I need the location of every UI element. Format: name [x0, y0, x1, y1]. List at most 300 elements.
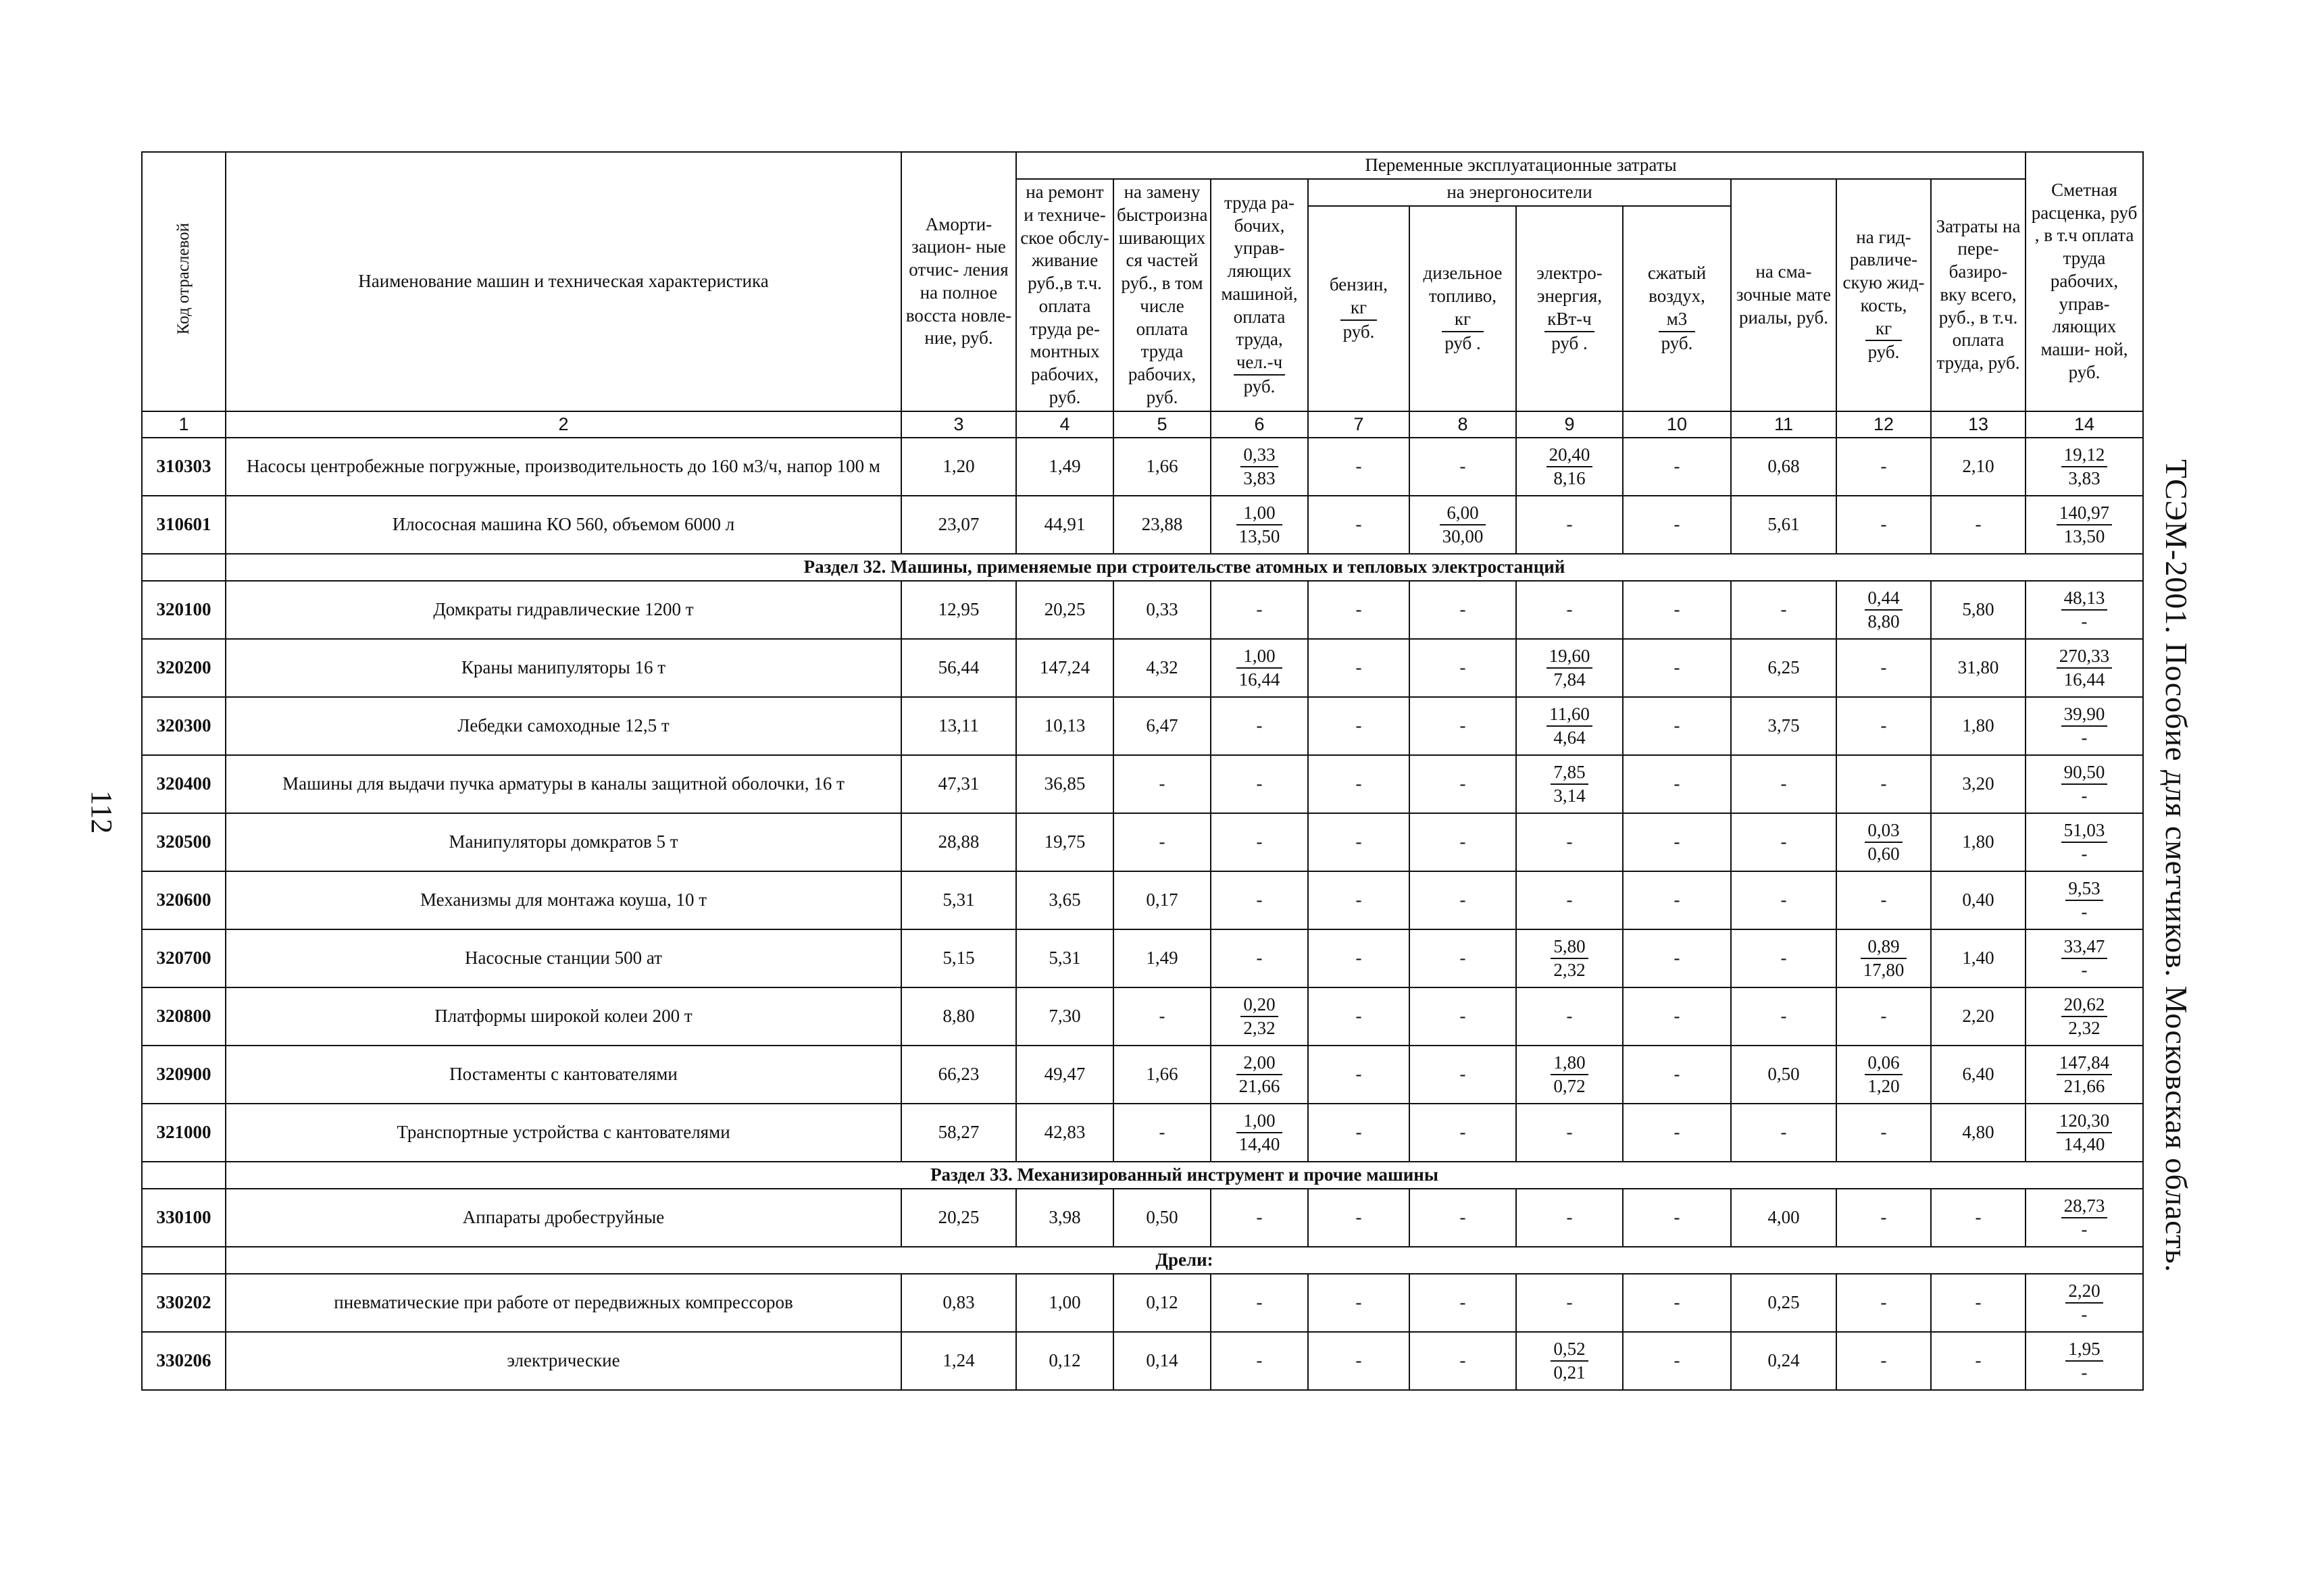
value-numerator: 90,50 — [2061, 761, 2108, 786]
value-col-5: 0,12 — [1113, 1274, 1211, 1332]
value-col-4: 1,49 — [1016, 438, 1113, 496]
machine-code: 330100 — [142, 1189, 226, 1247]
machine-code: 330206 — [142, 1332, 226, 1390]
value-col-3: 28,88 — [901, 813, 1016, 871]
value-col-13: - — [1931, 1332, 2026, 1390]
value-denominator: 3,83 — [2068, 468, 2101, 489]
value-col-7: - — [1308, 1332, 1409, 1390]
value-col-6: - — [1211, 755, 1308, 813]
value-col-9 — [1516, 697, 1623, 755]
value-numerator: 0,06 — [1865, 1052, 1902, 1076]
value-col-5: 0,17 — [1113, 871, 1211, 929]
value-denominator: 13,50 — [1238, 526, 1280, 547]
value-col-12: - — [1836, 1189, 1931, 1247]
value-col-14 — [2026, 1046, 2143, 1104]
value-col-11: 0,50 — [1731, 1046, 1836, 1104]
value-col-10: - — [1623, 1046, 1731, 1104]
table-row — [142, 438, 2143, 496]
value-col-13: - — [1931, 1189, 2026, 1247]
value-col-8: - — [1409, 438, 1516, 496]
value-col-3: 0,83 — [901, 1274, 1016, 1332]
value-denominator: - — [2081, 1304, 2088, 1325]
empty-code-cell — [142, 554, 226, 581]
column-number: 11 — [1731, 411, 1836, 438]
value-col-11: 4,00 — [1731, 1189, 1836, 1247]
value-numerator: 7,85 — [1551, 761, 1588, 786]
value-col-8: - — [1409, 987, 1516, 1046]
value-numerator: 120,30 — [2057, 1110, 2112, 1134]
value-col-4: 20,25 — [1016, 581, 1113, 639]
value-col-4: 36,85 — [1016, 755, 1113, 813]
value-col-10: - — [1623, 987, 1731, 1046]
value-col-6: - — [1211, 871, 1308, 929]
value-col-12: - — [1836, 496, 1931, 554]
value-col-7: - — [1308, 813, 1409, 871]
value-col-6: - — [1211, 929, 1308, 987]
machine-name: Машины для выдачи пучка арматуры в каналы защитной оболочки, 16 т — [226, 755, 901, 813]
value-col-13: 4,80 — [1931, 1104, 2026, 1162]
header-amortization: Аморти- зацион- ные отчис- ления на полное восста новле- ние, руб. — [901, 152, 1016, 411]
value-col-3: 47,31 — [901, 755, 1016, 813]
page-side-title: ТСЭМ-2001. Пособие для сметчиков. Московская область. — [2159, 459, 2194, 1273]
value-denominator: - — [2081, 786, 2088, 806]
value-numerator: 140,97 — [2057, 502, 2112, 526]
value-col-10: - — [1623, 871, 1731, 929]
value-col-14 — [2026, 581, 2143, 639]
value-col-11: 5,61 — [1731, 496, 1836, 554]
value-col-11: 0,24 — [1731, 1332, 1836, 1390]
subsection-title: Дрели: — [226, 1247, 2143, 1274]
value-col-12: - — [1836, 755, 1931, 813]
value-col-5: 0,50 — [1113, 1189, 1211, 1247]
value-denominator: 2,32 — [1553, 960, 1586, 981]
value-denominator: 0,72 — [1553, 1076, 1586, 1097]
value-col-4: 0,12 — [1016, 1332, 1113, 1390]
value-numerator: 1,80 — [1551, 1052, 1588, 1076]
value-col-10: - — [1623, 639, 1731, 697]
machine-name: Аппараты дробеструйные — [226, 1189, 901, 1247]
machine-code: 320300 — [142, 697, 226, 755]
value-col-7: - — [1308, 496, 1409, 554]
value-col-10: - — [1623, 1189, 1731, 1247]
value-denominator: 16,44 — [1238, 669, 1280, 690]
value-col-6: - — [1211, 1189, 1308, 1247]
value-col-10: - — [1623, 813, 1731, 871]
value-col-3: 56,44 — [901, 639, 1016, 697]
value-col-13: 2,20 — [1931, 987, 2026, 1046]
value-col-7: - — [1308, 1104, 1409, 1162]
value-col-10: - — [1623, 755, 1731, 813]
table-row — [142, 871, 2143, 929]
value-denominator: 4,64 — [1553, 727, 1586, 748]
value-denominator: 7,84 — [1553, 669, 1586, 690]
machine-code: 320700 — [142, 929, 226, 987]
value-col-7: - — [1308, 581, 1409, 639]
value-col-4: 42,83 — [1016, 1104, 1113, 1162]
value-col-6: - — [1211, 813, 1308, 871]
value-col-6 — [1211, 438, 1308, 496]
value-col-5: 1,66 — [1113, 1046, 1211, 1104]
value-col-12 — [1836, 813, 1931, 871]
value-col-4: 1,00 — [1016, 1274, 1113, 1332]
header-hydraulic-fluid: на гид- равличе- скую жид- кость, $\frac{кг}{\text{руб.}}$ — [1836, 179, 1931, 411]
value-col-12: - — [1836, 871, 1931, 929]
value-numerator: 5,80 — [1551, 935, 1588, 960]
value-col-6 — [1211, 1104, 1308, 1162]
value-col-3: 13,11 — [901, 697, 1016, 755]
value-numerator: 48,13 — [2061, 587, 2108, 611]
value-col-13: 1,40 — [1931, 929, 2026, 987]
value-col-14 — [2026, 1274, 2143, 1332]
table-row — [142, 1189, 2143, 1247]
value-numerator: 0,33 — [1240, 444, 1278, 468]
value-col-3: 1,24 — [901, 1332, 1016, 1390]
value-numerator: 20,62 — [2061, 994, 2108, 1018]
value-col-7: - — [1308, 755, 1409, 813]
header-relocation: Затраты на пере- базиро- вку всего, руб., в т.ч. оплата труда, руб. — [1931, 179, 2026, 411]
value-numerator: 6,00 — [1440, 502, 1486, 526]
value-numerator: 28,73 — [2061, 1195, 2108, 1219]
header-diesel: дизельное топливо, $\frac{кг}{\text{руб .}}$ — [1409, 206, 1516, 411]
value-denominator: 2,32 — [2068, 1018, 2101, 1039]
value-col-4: 7,30 — [1016, 987, 1113, 1046]
value-col-10: - — [1623, 929, 1731, 987]
value-col-10: - — [1623, 1274, 1731, 1332]
value-numerator: 0,03 — [1865, 819, 1902, 844]
machine-name: электрические — [226, 1332, 901, 1390]
value-col-7: - — [1308, 1189, 1409, 1247]
value-col-8: - — [1409, 581, 1516, 639]
value-col-9 — [1516, 929, 1623, 987]
value-col-12: - — [1836, 438, 1931, 496]
subsection-row — [142, 1247, 2143, 1274]
empty-code-cell — [142, 1247, 226, 1274]
header-parts: на замену быстроизна шивающих ся частей руб., в том числе оплата труда рабочих, руб. — [1113, 179, 1211, 411]
value-col-6 — [1211, 1046, 1308, 1104]
value-col-5: 0,14 — [1113, 1332, 1211, 1390]
value-col-11: - — [1731, 987, 1836, 1046]
value-col-3: 66,23 — [901, 1046, 1016, 1104]
column-number: 7 — [1308, 411, 1409, 438]
value-col-14 — [2026, 639, 2143, 697]
value-col-3: 58,27 — [901, 1104, 1016, 1162]
machine-name: пневматические при работе от передвижных компрессоров — [226, 1274, 901, 1332]
machine-name: Домкраты гидравлические 1200 т — [226, 581, 901, 639]
value-col-14 — [2026, 438, 2143, 496]
value-col-9 — [1516, 1046, 1623, 1104]
value-col-8: - — [1409, 755, 1516, 813]
value-col-5: 1,66 — [1113, 438, 1211, 496]
column-number: 3 — [901, 411, 1016, 438]
table-row — [142, 581, 2143, 639]
section-row — [142, 554, 2143, 581]
value-col-14 — [2026, 929, 2143, 987]
value-col-12: - — [1836, 1274, 1931, 1332]
value-denominator: - — [2081, 727, 2088, 748]
value-col-5: 23,88 — [1113, 496, 1211, 554]
value-col-8: - — [1409, 1104, 1516, 1162]
header-labor: труда ра- бочих, управ- ляющих машиной, оплата труда, $\frac{\text{чел.-ч}}{\text{руб.}}$ — [1211, 179, 1308, 411]
value-col-13: - — [1931, 496, 2026, 554]
value-numerator: 0,52 — [1551, 1338, 1588, 1362]
value-numerator: 1,95 — [2065, 1338, 2103, 1362]
column-number: 9 — [1516, 411, 1623, 438]
machine-code: 320400 — [142, 755, 226, 813]
header-energy: на энергоносители — [1308, 179, 1731, 206]
machine-code: 320200 — [142, 639, 226, 697]
machine-name: Манипуляторы домкратов 5 т — [226, 813, 901, 871]
value-col-8: - — [1409, 1046, 1516, 1104]
value-numerator: 2,00 — [1236, 1052, 1283, 1076]
value-col-10: - — [1623, 581, 1731, 639]
value-col-13: 6,40 — [1931, 1046, 2026, 1104]
value-col-5: - — [1113, 755, 1211, 813]
value-col-8: - — [1409, 871, 1516, 929]
empty-code-cell — [142, 1162, 226, 1189]
value-denominator: 3,14 — [1553, 786, 1586, 806]
value-col-10: - — [1623, 438, 1731, 496]
section-row — [142, 1162, 2143, 1189]
column-number: 4 — [1016, 411, 1113, 438]
machine-code: 320900 — [142, 1046, 226, 1104]
value-col-4: 3,98 — [1016, 1189, 1113, 1247]
value-col-4: 5,31 — [1016, 929, 1113, 987]
value-col-7: - — [1308, 871, 1409, 929]
column-number: 5 — [1113, 411, 1211, 438]
value-denominator: 3,83 — [1243, 468, 1276, 489]
value-numerator: 51,03 — [2061, 819, 2108, 844]
value-col-11: 3,75 — [1731, 697, 1836, 755]
table-row — [142, 639, 2143, 697]
column-number-row — [142, 411, 2143, 438]
value-col-9 — [1516, 438, 1623, 496]
table-row — [142, 987, 2143, 1046]
value-col-9: - — [1516, 1274, 1623, 1332]
machine-code: 320500 — [142, 813, 226, 871]
value-col-13: 31,80 — [1931, 639, 2026, 697]
column-number: 8 — [1409, 411, 1516, 438]
column-number: 2 — [226, 411, 901, 438]
header-price: Сметная расценка, руб , в т.ч оплата труда рабочих, управ- ляющих маши- ной, руб. — [2026, 152, 2143, 411]
value-denominator: 14,40 — [1238, 1134, 1280, 1155]
value-col-12: - — [1836, 1332, 1931, 1390]
value-denominator: 8,80 — [1867, 611, 1900, 632]
value-col-4: 49,47 — [1016, 1046, 1113, 1104]
value-denominator: - — [2081, 611, 2088, 632]
value-col-4: 44,91 — [1016, 496, 1113, 554]
value-col-11: - — [1731, 929, 1836, 987]
machine-name: Краны манипуляторы 16 т — [226, 639, 901, 697]
value-denominator: 30,00 — [1442, 526, 1484, 547]
machine-cost-table — [141, 151, 2144, 1391]
value-numerator: 270,33 — [2057, 645, 2112, 669]
value-col-9: - — [1516, 496, 1623, 554]
header-electricity: электро- энергия, $\frac{\text{кВт-ч}}{\text{руб .}}$ — [1516, 206, 1623, 411]
value-col-6 — [1211, 639, 1308, 697]
value-denominator: 0,21 — [1553, 1362, 1586, 1383]
section-title: Раздел 33. Механизированный инструмент и прочие машины — [226, 1162, 2143, 1189]
table-row — [142, 496, 2143, 554]
table-row — [142, 755, 2143, 813]
value-denominator: 16,44 — [2063, 669, 2105, 690]
value-denominator: 14,40 — [2063, 1134, 2105, 1155]
value-numerator: 147,84 — [2057, 1052, 2112, 1076]
machine-name: Насосные станции 500 ат — [226, 929, 901, 987]
value-col-3: 5,15 — [901, 929, 1016, 987]
value-col-14 — [2026, 697, 2143, 755]
value-numerator: 1,00 — [1236, 502, 1283, 526]
machine-code: 310303 — [142, 438, 226, 496]
value-col-13: 1,80 — [1931, 697, 2026, 755]
table-row — [142, 929, 2143, 987]
value-col-5: - — [1113, 987, 1211, 1046]
header-variable-costs: Переменные эксплуатационные затраты — [1016, 152, 2026, 179]
value-denominator: 2,32 — [1243, 1018, 1276, 1039]
value-col-8: - — [1409, 639, 1516, 697]
value-col-3: 20,25 — [901, 1189, 1016, 1247]
value-col-12: - — [1836, 697, 1931, 755]
machine-name: Постаменты с кантователями — [226, 1046, 901, 1104]
machine-code: 320600 — [142, 871, 226, 929]
value-numerator: 19,60 — [1546, 645, 1593, 669]
value-numerator: 33,47 — [2061, 935, 2108, 960]
value-denominator: - — [2081, 1362, 2088, 1383]
value-numerator: 11,60 — [1546, 703, 1592, 727]
value-col-6 — [1211, 987, 1308, 1046]
table-row — [142, 697, 2143, 755]
value-numerator: 0,44 — [1865, 587, 1902, 611]
value-col-5: 1,49 — [1113, 929, 1211, 987]
column-number: 14 — [2026, 411, 2143, 438]
value-numerator: 1,00 — [1236, 1110, 1283, 1134]
value-col-10: - — [1623, 496, 1731, 554]
machine-name: Транспортные устройства с кантователями — [226, 1104, 901, 1162]
value-denominator: 1,20 — [1867, 1076, 1900, 1097]
value-col-3: 8,80 — [901, 987, 1016, 1046]
value-col-3: 1,20 — [901, 438, 1016, 496]
value-col-5: 0,33 — [1113, 581, 1211, 639]
value-col-6: - — [1211, 1274, 1308, 1332]
value-col-14 — [2026, 755, 2143, 813]
value-denominator: - — [2081, 960, 2088, 981]
value-col-12: - — [1836, 639, 1931, 697]
value-col-7: - — [1308, 697, 1409, 755]
machine-code: 320100 — [142, 581, 226, 639]
value-col-11: 0,25 — [1731, 1274, 1836, 1332]
value-col-5: 4,32 — [1113, 639, 1211, 697]
value-col-12 — [1836, 581, 1931, 639]
value-col-11: - — [1731, 813, 1836, 871]
value-numerator: 39,90 — [2061, 703, 2108, 727]
column-number: 1 — [142, 411, 226, 438]
value-denominator: - — [2081, 1219, 2088, 1240]
column-number: 10 — [1623, 411, 1731, 438]
value-denominator: 17,80 — [1863, 960, 1905, 981]
value-col-3: 12,95 — [901, 581, 1016, 639]
value-col-13: 0,40 — [1931, 871, 2026, 929]
machine-code: 320800 — [142, 987, 226, 1046]
value-col-7: - — [1308, 929, 1409, 987]
value-col-6: - — [1211, 697, 1308, 755]
machine-name: Лебедки самоходные 12,5 т — [226, 697, 901, 755]
value-col-11: - — [1731, 1104, 1836, 1162]
section-title: Раздел 32. Машины, применяемые при строительстве атомных и тепловых электростанций — [226, 554, 2143, 581]
table-row — [142, 813, 2143, 871]
value-col-9: - — [1516, 813, 1623, 871]
value-col-3: 5,31 — [901, 871, 1016, 929]
value-denominator: 13,50 — [2063, 526, 2105, 547]
machine-code: 330202 — [142, 1274, 226, 1332]
page-number: 112 — [85, 790, 118, 834]
machine-code: 321000 — [142, 1104, 226, 1162]
machine-name: Механизмы для монтажа коуша, 10 т — [226, 871, 901, 929]
value-col-9 — [1516, 639, 1623, 697]
value-denominator: - — [2081, 844, 2088, 865]
machine-name: Платформы широкой колеи 200 т — [226, 987, 901, 1046]
value-col-8: - — [1409, 697, 1516, 755]
value-col-8: - — [1409, 1189, 1516, 1247]
value-col-11: - — [1731, 755, 1836, 813]
value-col-9 — [1516, 1332, 1623, 1390]
value-col-9: - — [1516, 1189, 1623, 1247]
value-numerator: 2,20 — [2065, 1280, 2103, 1304]
value-col-13: 3,20 — [1931, 755, 2026, 813]
value-col-6: - — [1211, 581, 1308, 639]
value-numerator: 20,40 — [1546, 444, 1593, 468]
value-col-9: - — [1516, 581, 1623, 639]
value-col-8: - — [1409, 929, 1516, 987]
header-compressed-air: сжатый воздух, $\frac{м3}{\text{руб.}}$ — [1623, 206, 1731, 411]
column-number: 12 — [1836, 411, 1931, 438]
value-col-14 — [2026, 496, 2143, 554]
value-numerator: 0,20 — [1240, 994, 1278, 1018]
value-denominator: - — [2081, 902, 2088, 923]
value-col-9 — [1516, 755, 1623, 813]
value-col-13: 2,10 — [1931, 438, 2026, 496]
value-col-9: - — [1516, 871, 1623, 929]
value-col-5: 6,47 — [1113, 697, 1211, 755]
machine-name: Насосы центробежные погружные, производительность до 160 м3/ч, напор 100 м — [226, 438, 901, 496]
value-col-10: - — [1623, 1104, 1731, 1162]
header-lubricants: на сма- зочные мате риалы, руб. — [1731, 179, 1836, 411]
value-col-12 — [1836, 1046, 1931, 1104]
value-denominator: 21,66 — [2063, 1076, 2105, 1097]
value-col-11: 6,25 — [1731, 639, 1836, 697]
value-col-8: - — [1409, 1274, 1516, 1332]
value-col-5: - — [1113, 813, 1211, 871]
value-col-7: - — [1308, 1274, 1409, 1332]
column-number: 13 — [1931, 411, 2026, 438]
value-col-14 — [2026, 1332, 2143, 1390]
value-col-13: 1,80 — [1931, 813, 2026, 871]
table-row — [142, 1274, 2143, 1332]
value-col-13: 5,80 — [1931, 581, 2026, 639]
value-col-6: - — [1211, 1332, 1308, 1390]
value-col-10: - — [1623, 697, 1731, 755]
value-col-7: - — [1308, 639, 1409, 697]
value-col-8: - — [1409, 1332, 1516, 1390]
value-numerator: 0,89 — [1861, 935, 1907, 960]
machine-code: 310601 — [142, 496, 226, 554]
value-denominator: 0,60 — [1867, 844, 1900, 865]
value-denominator: 8,16 — [1553, 468, 1586, 489]
value-col-9: - — [1516, 1104, 1623, 1162]
value-col-5: - — [1113, 1104, 1211, 1162]
header-name: Наименование машин и техническая характеристика — [226, 152, 901, 411]
value-col-7: - — [1308, 987, 1409, 1046]
value-col-14 — [2026, 987, 2143, 1046]
value-col-8: - — [1409, 813, 1516, 871]
